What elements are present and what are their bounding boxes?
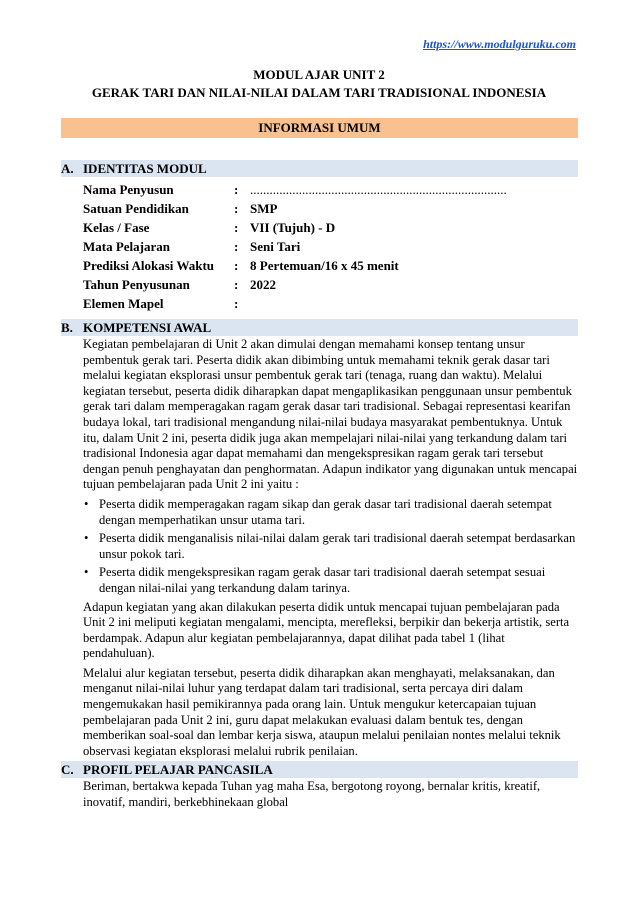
identity-colon: :	[234, 258, 239, 273]
section-a-heading	[61, 160, 578, 177]
identity-value: VII (Tujuh) - D	[250, 220, 336, 235]
paragraph: Beriman, bertakwa kepada Tuhan yag maha Esa, bergotong royong, bernalar kritis, kreatif, inovatif, mandiri, berkebhinekaan global	[83, 779, 541, 809]
identity-value: 8 Pertemuan/16 x 45 menit	[250, 258, 399, 273]
identity-row-nama	[83, 180, 583, 199]
section-b-title: KOMPETENSI AWAL	[83, 320, 212, 335]
list-item-text: Peserta didik memperagakan ragam sikap dan gerak dasar tari tradisional daerah setempat dengan memperhatikan unsur utama tari.	[99, 496, 552, 527]
identity-colon: :	[234, 239, 239, 254]
identity-row-alokasi	[83, 256, 583, 275]
identity-colon: :	[234, 220, 239, 235]
identity-value: ...............................................................................	[250, 182, 507, 197]
identity-colon: :	[234, 182, 239, 197]
identity-key: Mata Pelajaran	[83, 239, 171, 254]
bullet-icon: •	[84, 496, 89, 511]
section-c-title: PROFIL PELAJAR PANCASILA	[83, 762, 273, 777]
identity-row-elemen	[83, 294, 583, 313]
identity-table	[83, 180, 583, 313]
section-a-title: IDENTITAS MODUL	[83, 161, 207, 176]
identity-key: Tahun Penyusunan	[83, 277, 190, 292]
identity-key: Elemen Mapel	[83, 296, 164, 311]
list-item	[83, 497, 578, 528]
bullet-icon: •	[84, 565, 89, 580]
identity-key: Satuan Pendidikan	[83, 201, 189, 216]
identity-colon: :	[234, 296, 239, 311]
identity-key: Kelas / Fase	[83, 220, 150, 235]
list-item-text: Peserta didik menganalisis nilai-nilai dalam gerak tari tradisional daerah setempat berdasarkan unsur pokok tari.	[99, 531, 576, 561]
section-c-heading	[61, 761, 578, 778]
indicator-list	[83, 497, 578, 597]
section-b-letter: B.	[61, 320, 73, 335]
paragraph: Melalui alur kegiatan tersebut, peserta didik diharapkan akan menghayati, melaksanakan, dan menganut nilai-nilai luhur yang terdapat dalam tari tradisional, serta percaya diri dalam mengemukakan hasil pemikirannya pada orang lain. Untuk mengukur ketercapaian tujuan pembelajaran pada Unit 2 ini, guru dapat melakukan evaluasi dalam bentuk tes, dengan memberikan soal-soal dan lembar kerja siswa, ataupun melalui penilaian nontes melalui teknik observasi kegiatan eksplorasi melalui rubrik penilaian.	[83, 665, 561, 758]
module-subtitle: GERAK TARI DAN NILAI-NILAI DALAM TARI TRADISIONAL INDONESIA	[91, 85, 547, 100]
list-item	[83, 565, 578, 596]
section-a-letter: A.	[61, 161, 74, 176]
identity-key: Prediksi Alokasi Waktu	[83, 258, 215, 273]
identity-row-kelas	[83, 218, 583, 237]
bullet-icon: •	[84, 531, 89, 546]
website-link[interactable]: https://www.modulguruku.com	[423, 37, 576, 51]
identity-row-tahun	[83, 275, 583, 294]
paragraph: Adapun kegiatan yang akan dilakukan peserta didik untuk mencapai tujuan pembelajaran pada Unit 2 ini meliputi kegiatan mengalami, mencipta, merefleksi, berpikir dan bekerja artistik, serta berdampak. Adapun alur kegiatan pembelajarannya, dapat dilihat pada tabel 1 (lihat pendahuluan).	[83, 599, 570, 661]
identity-value: SMP	[250, 201, 278, 216]
section-c-letter: C.	[61, 762, 74, 777]
identity-colon: :	[234, 277, 239, 292]
identity-value: Seni Tari	[250, 239, 301, 254]
identity-row-satuan	[83, 199, 583, 218]
section-c-body	[83, 779, 578, 814]
identity-row-mapel	[83, 237, 583, 256]
list-item-text: Peserta didik mengekspresikan ragam gerak dasar tari tradisional daerah setempat sesuai dengan nilai-nilai yang terkandung dalam tarinya.	[99, 565, 546, 595]
identity-value: 2022	[250, 277, 276, 292]
identity-key: Nama Penyusun	[83, 182, 174, 197]
module-title: MODUL AJAR UNIT 2	[253, 67, 385, 82]
list-item	[83, 531, 578, 562]
informasi-umum-banner: INFORMASI UMUM	[61, 118, 578, 138]
identity-colon: :	[234, 201, 239, 216]
section-b-heading	[61, 319, 578, 336]
section-b-body	[83, 337, 578, 763]
paragraph: Kegiatan pembelajaran di Unit 2 akan dimulai dengan memahami konsep tentang unsur pembentuk gerak tari. Peserta didik akan dibimbing untuk memahami teknik gerak dasar tari melalui kegiatan eksplorasi unsur pembentuk gerak tari (tenaga, ruang dan waktu). Melalui kegiatan tersebut, peserta didik diharapkan dapat mengaplikasikan penggunaan unsur pembentuk gerak tari dalam memperagakan ragam gerak dasar tari tradisional. Sebagai representasi kearifan budaya lokal, tari tradisional mengandung nilai-nilai budaya masyarakat pembentuknya. Untuk itu, dalam Unit 2 ini, peserta didik juga akan mempelajari nilai-nilai yang terkandung dalam tari tradisional Indonesia agar dapat memahami dan mengekspresikan ragam gerak tari tersebut dengan penuh penghayatan dan penghormatan. Adapun indikator yang digunakan untuk mencapai tujuan pembelajaran pada Unit 2 ini yaitu :	[83, 337, 578, 492]
